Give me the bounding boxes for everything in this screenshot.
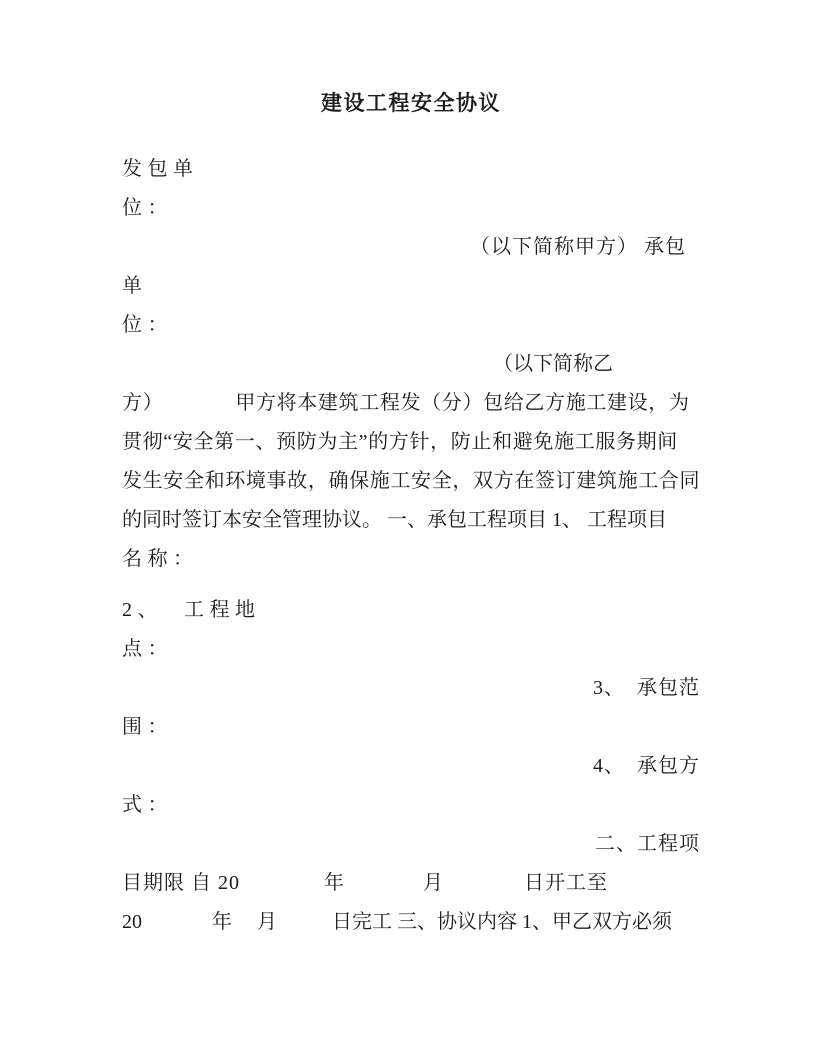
text-run: 名称：	[122, 548, 199, 570]
text-run: 的同时签订本安全管理协议。 一、承包工程项目 1、 工程项目	[122, 509, 667, 531]
text-run: 点：	[122, 638, 173, 660]
doc-line	[122, 345, 700, 384]
text-run: 3、 承包范	[593, 677, 700, 699]
text-run: 目期限 自 20	[122, 872, 240, 894]
text-run: 发包单	[122, 158, 199, 180]
doc-line	[122, 903, 700, 942]
text-run: 二、工程项	[595, 833, 700, 855]
doc-line	[122, 708, 700, 747]
doc-line	[122, 669, 700, 708]
text-run: 位：	[122, 314, 173, 336]
doc-line	[122, 267, 700, 306]
doc-line	[122, 786, 700, 825]
text-run: 年	[324, 872, 345, 894]
doc-line	[122, 228, 700, 267]
doc-line	[122, 384, 700, 423]
text-run: 2、 工程地	[122, 599, 261, 621]
doc-line	[122, 189, 700, 228]
blank-field-gap	[240, 888, 324, 889]
text-run: （以下简称乙	[493, 353, 613, 375]
doc-line	[122, 591, 700, 630]
paragraph	[122, 150, 700, 579]
doc-line	[122, 540, 700, 579]
text-run: 4、 承包方	[593, 755, 700, 777]
text-run: 式：	[122, 794, 173, 816]
doc-line	[122, 825, 700, 864]
text-run: 甲方将本建筑工程发（分）包给乙方施工建设，为	[235, 392, 690, 414]
doc-line	[122, 747, 700, 786]
text-run: 年	[212, 911, 232, 933]
doc-line	[122, 630, 700, 669]
doc-line	[122, 150, 700, 189]
text-run: 月	[257, 911, 277, 933]
doc-line	[122, 306, 700, 345]
text-run: 围：	[122, 716, 173, 738]
doc-line	[122, 462, 700, 501]
doc-line	[122, 864, 700, 903]
blank-field-gap	[232, 927, 257, 928]
text-run: 日开工至	[524, 872, 608, 894]
blank-field-gap	[142, 927, 212, 928]
document-title: 建设工程安全协议	[321, 91, 501, 115]
text-run: 20	[122, 911, 142, 933]
doc-line	[122, 423, 700, 462]
text-run: 月	[423, 872, 444, 894]
blank-field-gap	[444, 888, 524, 889]
text-run: 方）	[122, 392, 164, 414]
text-run: 贯彻“安全第一、预防为主”的方针，防止和避免施工服务期间	[122, 431, 678, 453]
doc-line	[122, 501, 700, 540]
text-run: 位：	[122, 197, 173, 219]
text-run: （以下简称甲方） 承包	[470, 236, 686, 258]
text-run: 日完工 三、协议内容 1、甲乙双方必须	[332, 911, 672, 933]
blank-field-gap	[345, 888, 423, 889]
text-run: 发生安全和环境事故，确保施工安全，双方在签订建筑施工合同	[122, 470, 701, 492]
blank-field-gap	[277, 927, 332, 928]
text-run: 单	[122, 275, 148, 297]
document-body	[122, 150, 700, 942]
blank-field-gap	[163, 408, 235, 409]
paragraph	[122, 591, 700, 942]
